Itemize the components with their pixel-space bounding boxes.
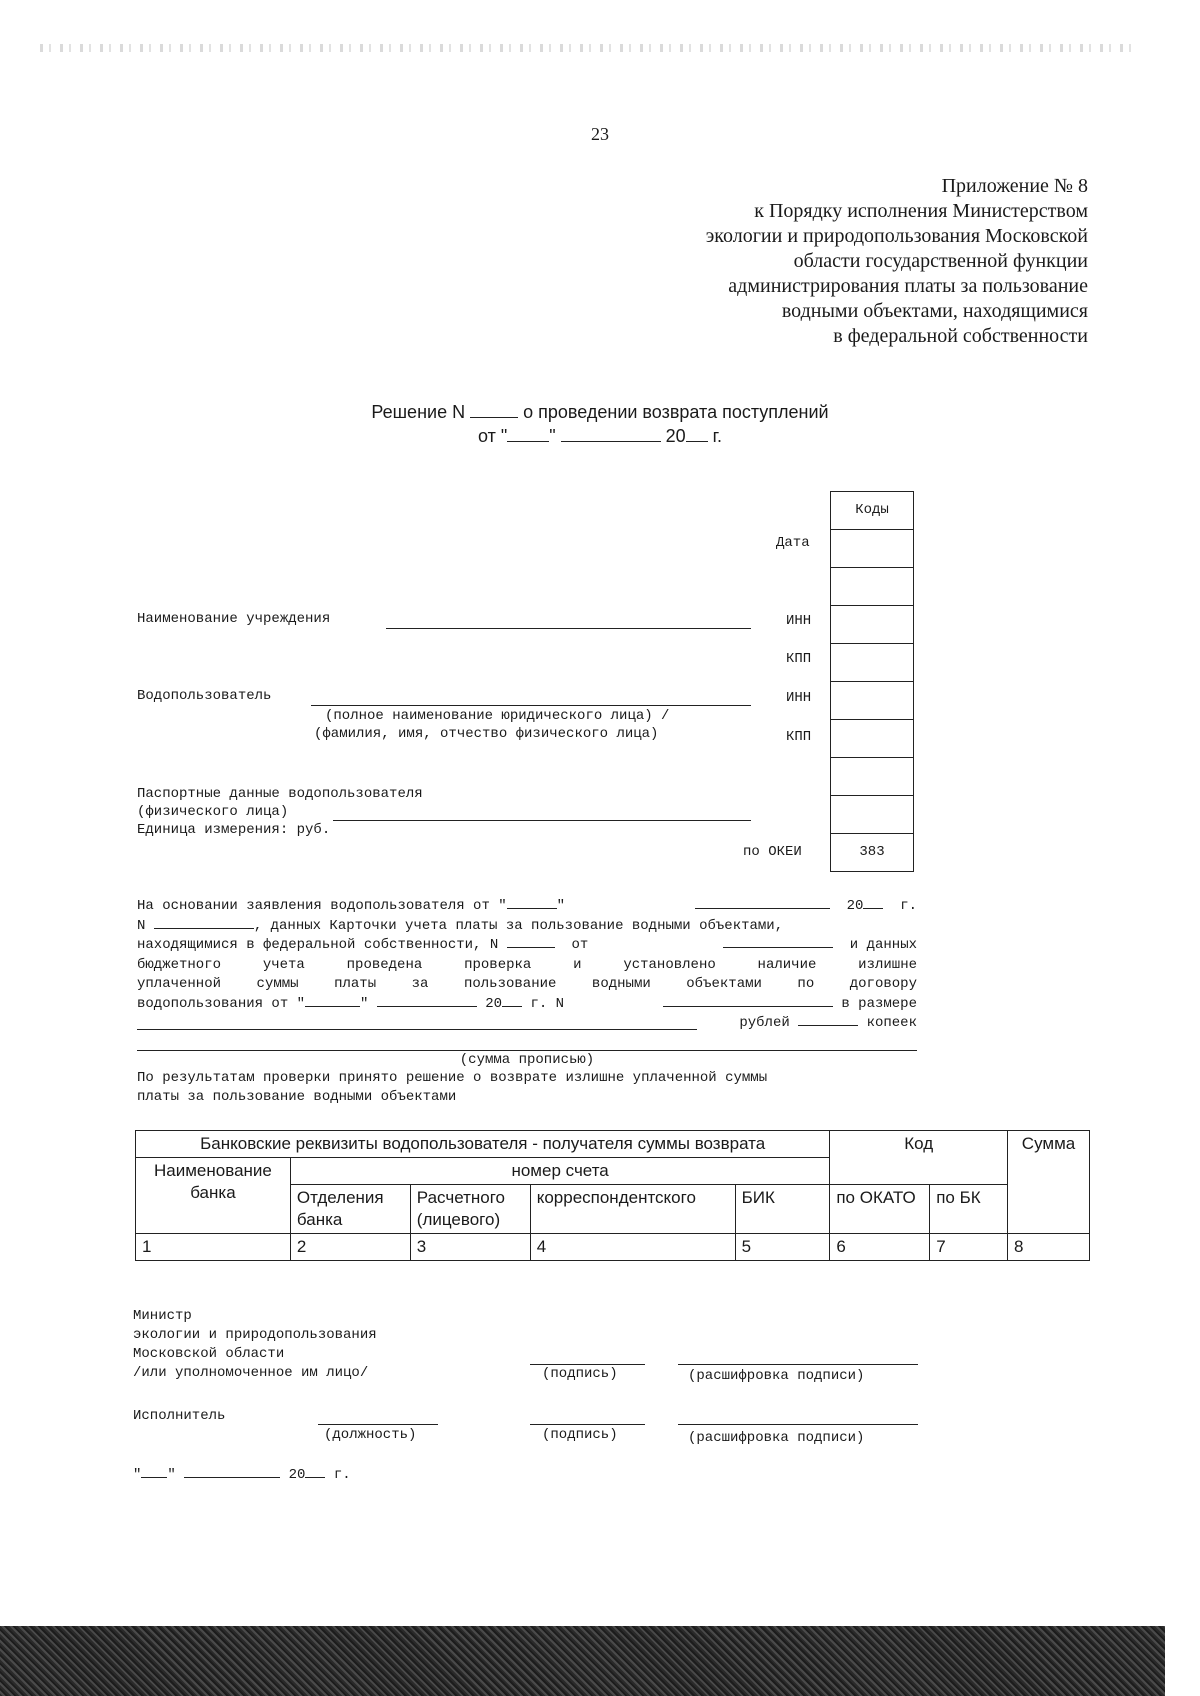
header-code: Код: [830, 1131, 1008, 1185]
para-text: г.: [900, 898, 917, 914]
date-quote: ": [167, 1467, 176, 1483]
amount-field[interactable]: [137, 1014, 697, 1030]
executor-decode-field[interactable]: [678, 1424, 918, 1425]
water-user-hint: (фамилия, имя, отчество физического лица): [314, 726, 659, 742]
decode-hint: (расшифровка подписи): [688, 1368, 865, 1384]
label-passport: Паспортные данные водопользователя: [137, 786, 423, 802]
date-year-field[interactable]: [686, 441, 708, 442]
minister-line: Министр: [133, 1308, 192, 1324]
column-number: 6: [830, 1234, 930, 1261]
para-text: водопользования от ": [137, 995, 306, 1012]
para-text: в размере: [841, 995, 917, 1012]
decode-hint: (расшифровка подписи): [688, 1430, 865, 1446]
decision-title: [0, 402, 1200, 423]
label-executor: Исполнитель: [133, 1408, 226, 1424]
appendix-line: водными объектами, находящимися: [781, 300, 1088, 322]
executor-signature-field[interactable]: [530, 1424, 645, 1425]
minister-block: [133, 1307, 377, 1383]
para-line: уплаченной суммы платы за пользование водными объектами по договору: [137, 976, 917, 992]
code-cell-blank[interactable]: [831, 795, 913, 833]
para-line: [137, 917, 917, 937]
para-text: находящимися в федеральной собственности, N: [137, 937, 499, 953]
appendix-line: экологии и природопользования Московской: [705, 225, 1088, 247]
appendix-line: Приложение № 8: [941, 175, 1088, 197]
para-text: от: [571, 937, 589, 953]
executor-position-field[interactable]: [318, 1424, 438, 1425]
para-text: г. N: [530, 995, 565, 1012]
label-okei: по ОКЕИ: [743, 844, 802, 860]
page-number: 23: [591, 124, 609, 144]
header-bk: по БК: [930, 1185, 1008, 1234]
column-number: 7: [930, 1234, 1008, 1261]
minister-line: /или уполномоченное им лицо/: [133, 1365, 369, 1381]
appendix-line: области государственной функции: [793, 250, 1088, 272]
sign-month-field[interactable]: [184, 1477, 280, 1478]
signature-hint: (подпись): [542, 1366, 618, 1382]
header-account-number: номер счета: [290, 1158, 829, 1185]
header-bank-details: Банковские реквизиты водопользователя - получателя суммы возврата: [136, 1131, 830, 1158]
code-cell-date[interactable]: [831, 529, 913, 567]
sum-in-words-field[interactable]: [137, 1034, 917, 1051]
header-bik: БИК: [735, 1185, 830, 1234]
date-day-field[interactable]: [507, 441, 549, 442]
label-water-user: Водопользователь: [137, 688, 272, 704]
contract-year-field[interactable]: [502, 1006, 522, 1007]
para-line: [137, 995, 917, 1015]
contract-day-field[interactable]: [305, 1006, 360, 1007]
para-text: 20: [846, 898, 864, 914]
signature-date: [133, 1467, 351, 1483]
header-sum: Сумма: [1008, 1131, 1090, 1234]
para-text: ": [360, 995, 369, 1012]
basis-paragraph: [137, 897, 917, 1108]
header-correspondent: корреспондентского: [530, 1185, 735, 1234]
code-cell-kpp-water-user[interactable]: [831, 719, 913, 757]
app-year-field[interactable]: [863, 908, 883, 909]
decision-date: [0, 426, 1200, 447]
date-month-field[interactable]: [561, 441, 661, 442]
sign-day-field[interactable]: [141, 1477, 167, 1478]
para-text: ": [556, 898, 566, 914]
date-suffix: г.: [333, 1467, 351, 1483]
column-number: 4: [530, 1234, 735, 1261]
date-quote: от ": [477, 426, 508, 446]
codes-box: [830, 491, 914, 872]
header-okato: по ОКАТО: [830, 1185, 930, 1234]
position-hint: (должность): [324, 1427, 417, 1443]
codes-header: Коды: [855, 502, 889, 518]
water-user-field[interactable]: [311, 705, 751, 706]
header-settlement: Расчетного (лицевого): [410, 1185, 530, 1234]
appendix-line: к Порядку исполнения Министерством: [754, 200, 1088, 222]
appendix-header: [568, 174, 1088, 349]
para-text: и данных: [849, 937, 917, 953]
label-inn: ИНН: [786, 690, 812, 706]
date-century: 20: [665, 426, 686, 446]
column-number: 5: [735, 1234, 830, 1261]
contract-month-field[interactable]: [377, 1006, 477, 1007]
para-text: , данных Карточки учета платы за пользование водными объектами,: [253, 917, 784, 934]
label-unit: Единица измерения: руб.: [137, 822, 331, 838]
institution-field[interactable]: [386, 628, 751, 629]
code-cell-inn-institution[interactable]: [831, 605, 913, 643]
appendix-line: в федеральной собственности: [833, 325, 1088, 347]
para-line: бюджетного учета проведена проверка и установлено наличие излишне: [137, 956, 917, 973]
para-line: платы за пользование водными объектами: [137, 1089, 457, 1105]
title-text: Решение N: [371, 402, 466, 422]
card-number-field[interactable]: [154, 928, 254, 929]
para-text: На основании заявления водопользователя от ": [137, 898, 507, 914]
column-number: 1: [136, 1234, 291, 1261]
sum-in-words-hint: (сумма прописью): [459, 1051, 595, 1068]
column-number: 2: [290, 1234, 410, 1261]
header-branch: Отделения банка: [290, 1185, 410, 1234]
para-text: N: [137, 917, 146, 934]
code-cell-blank[interactable]: [831, 567, 913, 605]
code-cell-okei: 383: [831, 833, 913, 871]
bank-details-table: [135, 1130, 1090, 1261]
column-number: 8: [1008, 1234, 1090, 1261]
scan-noise-top: [40, 44, 1140, 52]
date-suffix: г.: [712, 426, 723, 446]
fed-number-field[interactable]: [507, 947, 555, 948]
code-cell-kpp-institution[interactable]: [831, 643, 913, 681]
kopecks-field[interactable]: [798, 1025, 858, 1026]
minister-signature-field[interactable]: [530, 1364, 645, 1365]
minister-line: Московской области: [133, 1346, 285, 1362]
minister-decode-field[interactable]: [678, 1364, 918, 1365]
water-user-hint: (полное наименование юридического лица) /: [325, 708, 670, 724]
para-line: [137, 1014, 917, 1034]
scan-bottom-bar: [0, 1626, 1165, 1696]
table-row: [136, 1234, 1090, 1261]
app-month-field[interactable]: [695, 908, 830, 909]
date-century: 20: [288, 1467, 306, 1483]
code-cell-inn-water-user[interactable]: [831, 681, 913, 719]
para-line: [137, 936, 917, 956]
code-cell-blank[interactable]: [831, 757, 913, 795]
signature-hint: (подпись): [542, 1427, 618, 1443]
para-text: рублей: [739, 1015, 790, 1031]
label-passport-sub: (физического лица): [137, 804, 289, 820]
para-text: 20: [485, 995, 503, 1012]
minister-line: экологии и природопользования: [133, 1327, 377, 1343]
para-line: По результатам проверки принято решение о возврате излишне уплаченной суммы: [137, 1069, 768, 1086]
para-text: копеек: [866, 1015, 917, 1031]
date-quote: ": [133, 1467, 142, 1483]
decision-number-field[interactable]: [470, 417, 518, 418]
label-kpp: КПП: [786, 651, 812, 667]
appendix-line: администрирования платы за пользование: [728, 275, 1088, 297]
contract-number-field[interactable]: [663, 1006, 833, 1007]
label-date: Дата: [776, 535, 810, 551]
date-quote: ": [549, 426, 556, 446]
column-number: 3: [410, 1234, 530, 1261]
table-header-row: [136, 1131, 1090, 1158]
passport-field[interactable]: [333, 820, 751, 821]
fed-date-field[interactable]: [723, 947, 833, 948]
app-day-field[interactable]: [507, 908, 557, 909]
label-institution: Наименование учреждения: [137, 611, 331, 627]
sign-year-field[interactable]: [305, 1477, 325, 1478]
label-kpp: КПП: [786, 729, 812, 745]
label-inn: ИНН: [786, 613, 812, 629]
header-bank-name: Наименование банка: [136, 1158, 291, 1234]
title-text: о проведении возврата поступлений: [523, 402, 829, 422]
para-line: [137, 897, 917, 917]
